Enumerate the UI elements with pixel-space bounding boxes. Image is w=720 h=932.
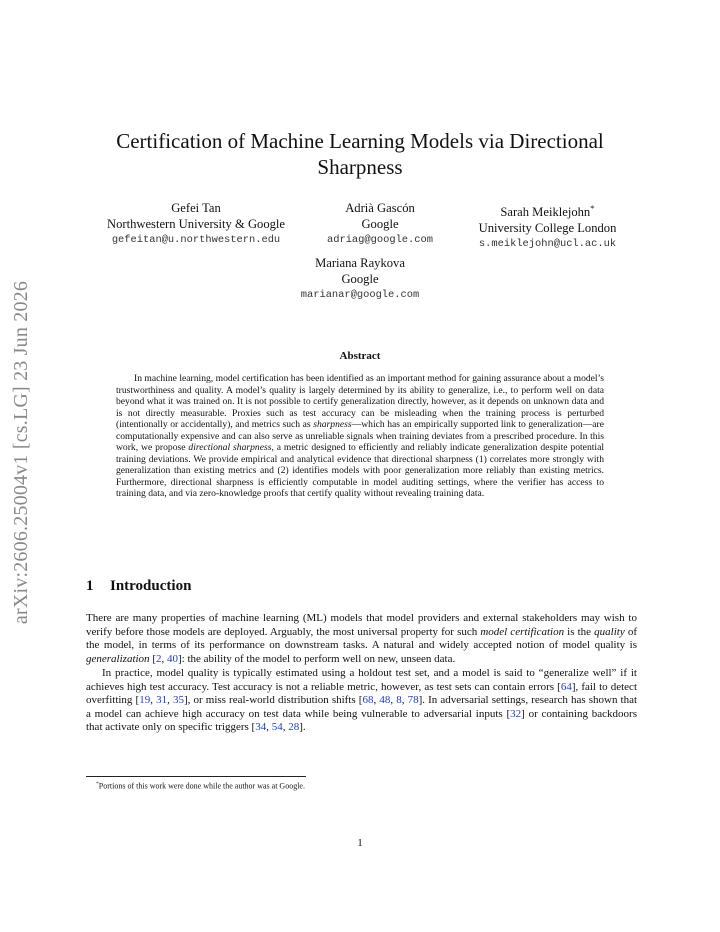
title-line-2: Sharpness [317, 155, 403, 179]
citation-link[interactable]: 8 [396, 694, 402, 706]
author-affiliation: Northwestern University & Google [106, 217, 286, 231]
abstract-emphasis: directional sharpness [188, 442, 272, 453]
abstract-text [116, 373, 604, 500]
abstract-emphasis: sharpness [313, 419, 352, 430]
text-run: , [161, 652, 167, 665]
text-run: , [401, 694, 408, 706]
author-affiliation: Google [341, 272, 379, 286]
author-name: Gefei Tan [171, 201, 221, 215]
citation-link[interactable]: 2 [155, 652, 162, 665]
paper-title [110, 128, 610, 180]
text-run: , [390, 694, 397, 706]
text-run: ]: the ability of the model to perform well on new, unseen data. [177, 652, 456, 665]
author-email: marianar@google.com [300, 289, 420, 301]
author-name-line [465, 200, 630, 220]
text-run: [ [149, 652, 156, 665]
text-run: , [167, 694, 173, 706]
author-name: Adrià Gascón [345, 201, 415, 215]
text-run: ]. [299, 721, 306, 733]
citation-link[interactable]: 31 [156, 694, 168, 706]
text-run: ] or containing backdoors that activate only on specific triggers [ [86, 707, 637, 733]
emphasis: quality [594, 625, 625, 638]
text-run: ]. In adversarial settings, research has shown that a model can achieve high accuracy on test data while being vulnerable to adversarial inputs [ [86, 694, 638, 720]
abstract-part: —which has an empirically supported link to generalization—are computationally expensive and can also serve as unreliable signals when training deviates from a prescribed procedure. In this work, we propose [116, 419, 604, 453]
text-run: ], fail to detect overfitting [ [86, 680, 637, 706]
section-heading [86, 578, 191, 595]
author-block-1 [96, 200, 296, 248]
author-email: gefeitan@u.northwestern.edu [111, 234, 281, 246]
citation-link[interactable]: 68 [362, 694, 374, 706]
emphasis: model certification [480, 625, 565, 638]
citation-link[interactable]: 78 [407, 694, 419, 706]
text-run: , [282, 721, 289, 733]
author-block-2 [305, 200, 455, 248]
author-name: Sarah Meiklejohn [500, 205, 591, 220]
arxiv-identifier [2, 262, 42, 642]
citation-link[interactable]: 32 [510, 707, 522, 720]
author-email: s.meiklejohn@ucl.ac.uk [478, 238, 617, 251]
text-run: of the model, in terms of its performance on downstream tasks. A natural and widely accepted notion of model quality is [86, 625, 637, 651]
footnote-marker: * [590, 203, 595, 213]
citation-link[interactable]: 54 [271, 721, 283, 733]
author-affiliation: University College London [478, 221, 617, 236]
text-run: There are many properties of machine learning (ML) models that model providers and external stakeholders may wish to verify before those models are deployed. Arguably, the most universal property for such [86, 612, 637, 638]
citation-link[interactable]: 64 [560, 680, 572, 693]
text-run: , [373, 694, 380, 706]
citation-link[interactable]: 48 [379, 694, 391, 706]
page-number: 1 [357, 837, 363, 849]
text-run: ], or miss real-world distribution shifts [ [183, 694, 363, 706]
abstract-part: , a metric designed to efficiently and reliably indicate generalization despite potential training deviations. We provide empirical and analytical evidence that directional sharpness (1) correlates more strongly with generalization than existing metrics and (2) identifies models with poor generalization more reliably than existing metrics. Furthermore, directional sharpness is efficiently computable in model auditing settings, where the verifier has access to training data, and via zero-knowledge proofs that certify quality without revealing training data. [116, 442, 604, 499]
title-line-1: Certification of Machine Learning Models via Directional [116, 129, 604, 153]
author-block-4 [280, 255, 440, 303]
footnote [96, 781, 305, 791]
abstract-heading: Abstract [339, 350, 381, 362]
footnote-marker: * [96, 781, 99, 787]
text-run: is the [564, 625, 595, 638]
intro-paragraph-1 [86, 612, 637, 666]
author-affiliation: Google [361, 217, 399, 231]
author-name: Mariana Raykova [315, 256, 405, 270]
abstract-part: In machine learning, model certification has been identified as an important method for gaining assurance about a model’s trustworthiness and quality. A model’s quality is largely determined by its ability to generalize, i.e., to perform well on data beyond what it was trained on. It is not possible to certify generalization directly, however, as it depends on unknown data and is not directly measurable. Proxies such as test accuracy can be misleading when the training process is perturbed (intentionally or accidentally), and metrics such as [116, 373, 604, 430]
citation-link[interactable]: 28 [288, 721, 300, 733]
citation-link[interactable]: 40 [166, 652, 178, 665]
emphasis: generalization [86, 652, 150, 665]
text-run: , [266, 721, 272, 733]
citation-link[interactable]: 35 [172, 694, 184, 706]
section-number: 1 [86, 578, 94, 594]
text-run: , [150, 694, 157, 706]
arxiv-identifier-text: arXiv:2606.25004v1 [cs.LG] 23 Jun 2026 [10, 280, 33, 624]
section-title: Introduction [110, 578, 192, 594]
author-block-3 [465, 200, 630, 252]
author-email: adriag@google.com [326, 234, 433, 246]
text-run: In practice, model quality is typically estimated using a holdout test set, and a model is said to “generalize well” if it achieves high test accuracy. Test accuracy is not a reliable metric, however, as test sets can contain errors [ [86, 667, 637, 693]
intro-paragraph-2 [86, 667, 637, 735]
citation-link[interactable]: 19 [139, 694, 151, 706]
citation-link[interactable]: 34 [255, 721, 267, 733]
footnote-rule [86, 776, 306, 777]
footnote-text: Portions of this work were done while the author was at Google. [98, 781, 305, 791]
